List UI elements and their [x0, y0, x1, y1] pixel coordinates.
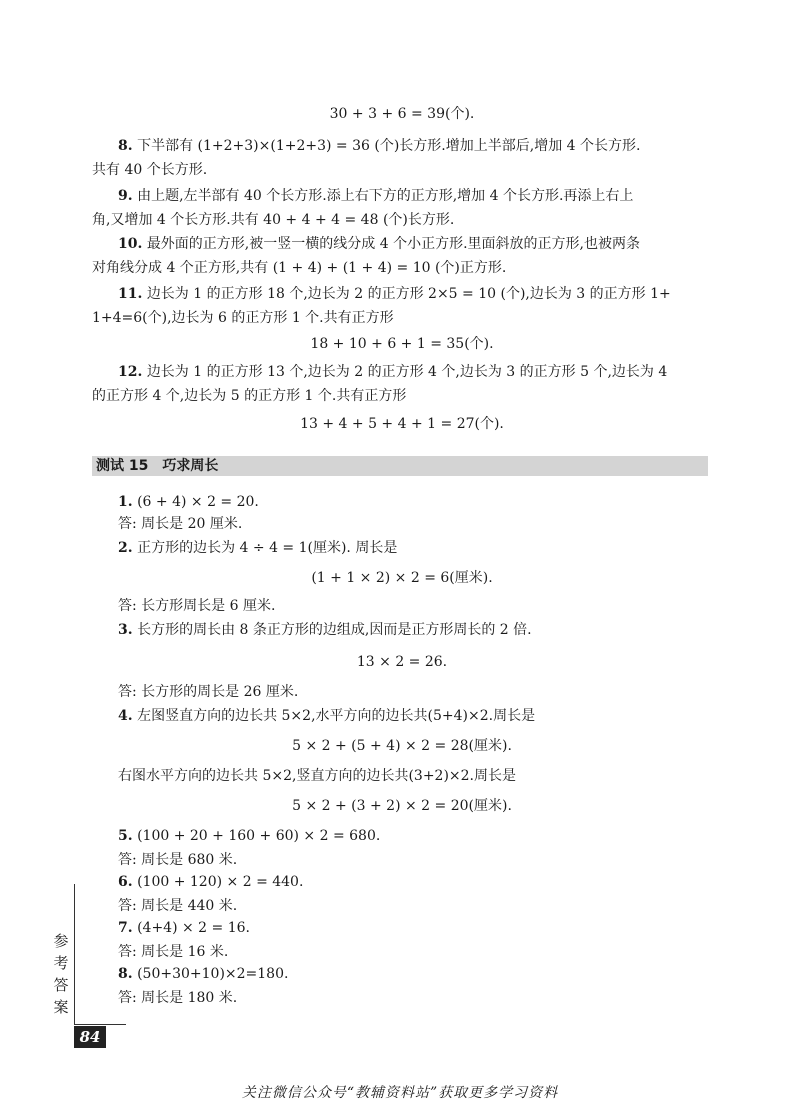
page-number: 84	[74, 1026, 106, 1048]
answer-2-formula: (1 + 1 × 2) × 2 = 6(厘米).	[311, 570, 493, 586]
answer-7-result: 答: 周长是 16 米.	[118, 944, 229, 960]
side-section-label: 参考答案	[53, 932, 69, 1016]
answer-2-result: 答: 长方形周长是 6 厘米.	[118, 598, 276, 614]
formula-line: 30 + 3 + 6 = 39(个).	[329, 106, 475, 122]
side-rule-horizontal	[74, 1024, 126, 1025]
answer-2-line: 2. 正方形的边长为 4 ÷ 4 = 1(厘米). 周长是	[118, 540, 398, 556]
answer-5-result: 答: 周长是 680 米.	[118, 852, 238, 868]
answer-1-result: 答: 周长是 20 厘米.	[118, 516, 243, 532]
answer-4-formula-2: 5 × 2 + (3 + 2) × 2 = 20(厘米).	[292, 798, 512, 814]
answer-4-line: 4. 左图竖直方向的边长共 5×2,水平方向的边长共(5+4)×2.周长是	[118, 708, 536, 724]
section-title: 测试 15 巧求周长	[96, 458, 219, 474]
answer-5-line: 5. (100 + 20 + 160 + 60) × 2 = 680.	[118, 828, 381, 844]
item-12-line-2: 的正方形 4 个,边长为 5 的正方形 1 个.共有正方形	[92, 388, 407, 404]
item-9-line-2: 角,又增加 4 个长方形.共有 40 + 4 + 4 = 48 (个)长方形.	[92, 212, 455, 228]
footer-note: 关注微信公众号“教辅资料站”获取更多学习资料	[241, 1085, 559, 1101]
answer-3-line: 3. 长方形的周长由 8 条正方形的边组成,因而是正方形周长的 2 倍.	[118, 622, 532, 638]
item-11-line-2: 1+4=6(个),边长为 6 的正方形 1 个.共有正方形	[92, 310, 394, 326]
answer-4-line-2: 右图水平方向的边长共 5×2,竖直方向的边长共(3+2)×2.周长是	[118, 768, 517, 784]
answer-3-formula: 13 × 2 = 26.	[356, 654, 448, 670]
answer-3-result: 答: 长方形的周长是 26 厘米.	[118, 684, 299, 700]
item-12-line-1: 12. 边长为 1 的正方形 13 个,边长为 2 的正方形 4 个,边长为 3 的正方形 5 个,边长为 4	[118, 364, 668, 380]
item-11-formula: 18 + 10 + 6 + 1 = 35(个).	[310, 336, 494, 352]
item-10-line-1: 10. 最外面的正方形,被一竖一横的线分成 4 个小正方形.里面斜放的正方形,也被两条	[118, 236, 640, 252]
item-12-formula: 13 + 4 + 5 + 4 + 1 = 27(个).	[300, 416, 504, 432]
answer-6-line: 6. (100 + 120) × 2 = 440.	[118, 874, 304, 890]
answer-8-line: 8. (50+30+10)×2=180.	[118, 966, 289, 982]
item-11-line-1: 11. 边长为 1 的正方形 18 个,边长为 2 的正方形 2×5 = 10 (个),边长为 3 的正方形 1+	[118, 286, 671, 302]
item-9-line-1: 9. 由上题,左半部有 40 个长方形.添上右下方的正方形,增加 4 个长方形.再添上右上	[118, 188, 634, 204]
side-rule-vertical	[74, 884, 75, 1024]
item-8-line-1: 8. 下半部有 (1+2+3)×(1+2+3) = 36 (个)长方形.增加上半部后,增加 4 个长方形.	[118, 138, 641, 154]
item-8-line-2: 共有 40 个长方形.	[92, 162, 208, 178]
answer-8-result: 答: 周长是 180 米.	[118, 990, 238, 1006]
item-10-line-2: 对角线分成 4 个正方形,共有 (1 + 4) + (1 + 4) = 10 (个)正方形.	[92, 260, 507, 276]
answer-6-result: 答: 周长是 440 米.	[118, 898, 238, 914]
answer-1-line: 1. (6 + 4) × 2 = 20.	[118, 494, 259, 510]
answer-4-formula: 5 × 2 + (5 + 4) × 2 = 28(厘米).	[292, 738, 512, 754]
answer-7-line: 7. (4+4) × 2 = 16.	[118, 920, 250, 936]
